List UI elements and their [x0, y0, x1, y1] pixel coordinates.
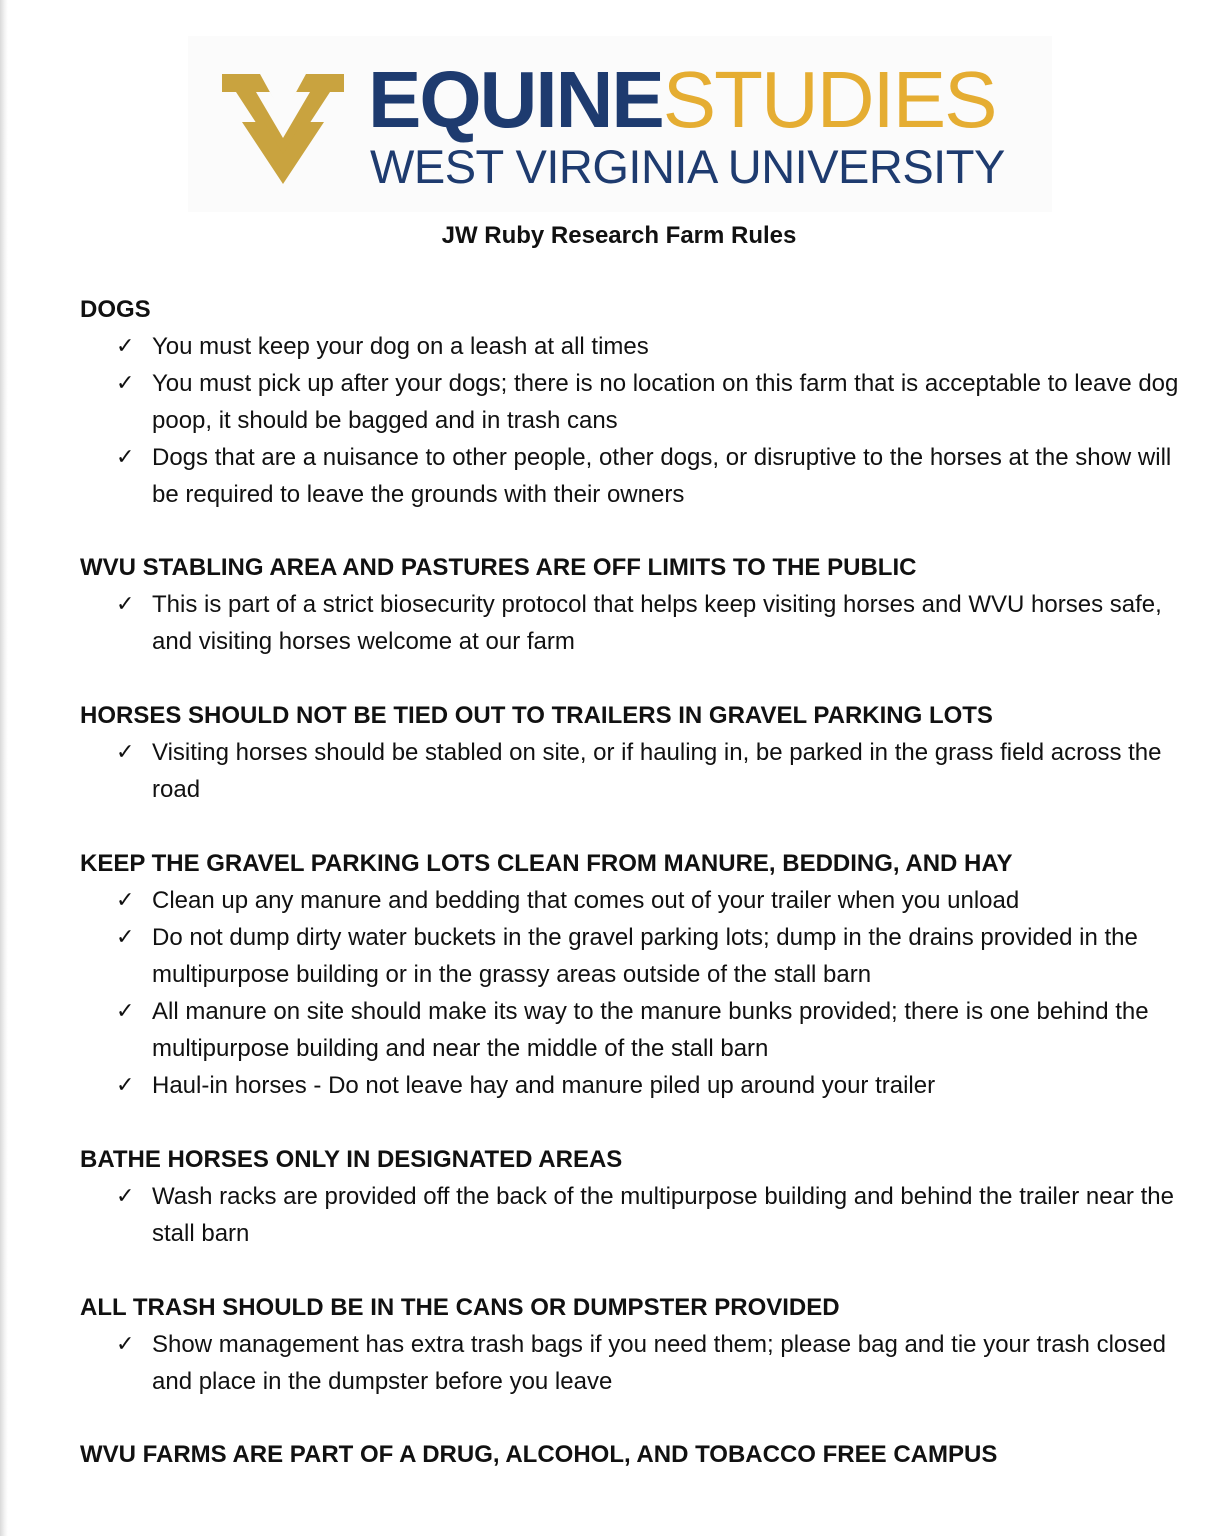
section-heading: KEEP THE GRAVEL PARKING LOTS CLEAN FROM MANURE, BEDDING, AND HAY: [80, 850, 1013, 877]
checkmark-icon: ✓: [116, 445, 135, 470]
logo-wordmark: [368, 56, 995, 144]
section-heading: WVU STABLING AREA AND PASTURES ARE OFF LIMITS TO THE PUBLIC: [80, 554, 917, 581]
rule-text: Do not dump dirty water buckets in the gravel parking lots; dump in the drains provided in the multipurpose building or in the grassy areas outside of the stall barn: [152, 924, 1138, 988]
logo-university-text: WEST VIRGINIA UNIVERSITY: [370, 140, 1005, 193]
document-title: JW Ruby Research Farm Rules: [441, 222, 797, 249]
rule-item: [80, 365, 1190, 439]
rule-item: [80, 919, 1190, 993]
checkmark-icon: ✓: [116, 740, 135, 765]
section-heading: ALL TRASH SHOULD BE IN THE CANS OR DUMPSTER PROVIDED: [80, 1294, 840, 1321]
section-heading: DOGS: [80, 296, 151, 323]
rule-item: [80, 1067, 1190, 1104]
checkmark-icon: ✓: [116, 888, 135, 913]
section-drug-free: [80, 1436, 1190, 1473]
wv-flying-wv-logo-icon: [222, 66, 344, 184]
checkmark-icon: ✓: [116, 1073, 135, 1098]
rule-text: This is part of a strict biosecurity protocol that helps keep visiting horses and WVU horses safe, and visiting horses welcome at our farm: [152, 591, 1162, 655]
rule-text: Wash racks are provided off the back of the multipurpose building and behind the trailer near the stall barn: [152, 1183, 1174, 1247]
section-trailers: [80, 697, 1190, 808]
rule-item: [80, 734, 1190, 808]
rule-item: [80, 586, 1190, 660]
rule-item: [80, 993, 1190, 1067]
checkmark-icon: ✓: [116, 371, 135, 396]
checkmark-icon: ✓: [116, 999, 135, 1024]
checkmark-icon: ✓: [116, 592, 135, 617]
section-heading: WVU FARMS ARE PART OF A DRUG, ALCOHOL, AND TOBACCO FREE CAMPUS: [80, 1441, 998, 1468]
rule-text: Clean up any manure and bedding that comes out of your trailer when you unload: [152, 887, 1020, 914]
rule-text: All manure on site should make its way to the manure bunks provided; there is one behind the multipurpose building and near the middle of the stall barn: [152, 998, 1149, 1062]
checkmark-icon: ✓: [116, 1332, 135, 1357]
logo-equine-text: EQUINE: [368, 55, 663, 144]
section-parking-lots: [80, 845, 1190, 1104]
rule-text: Haul-in horses - Do not leave hay and manure piled up around your trailer: [152, 1072, 936, 1099]
logo-studies-text: STUDIES: [662, 55, 996, 144]
section-bathing: [80, 1141, 1190, 1252]
checkmark-icon: ✓: [116, 925, 135, 950]
section-trash: [80, 1289, 1190, 1400]
rule-item: [80, 1326, 1190, 1400]
section-dogs: [80, 291, 1190, 513]
rule-text: Dogs that are a nuisance to other people, other dogs, or disruptive to the horses at the show will be required to leave the grounds with their owners: [152, 444, 1172, 508]
rule-text: You must pick up after your dogs; there is no location on this farm that is acceptable to leave dog poop, it should be bagged and in trash cans: [152, 370, 1179, 434]
checkmark-icon: ✓: [116, 1184, 135, 1209]
rule-text: Visiting horses should be stabled on site, or if hauling in, be parked in the grass field across the road: [152, 739, 1162, 803]
rule-text: You must keep your dog on a leash at all times: [152, 333, 649, 360]
rule-item: [80, 882, 1190, 919]
rule-item: [80, 1178, 1190, 1252]
section-heading: BATHE HORSES ONLY IN DESIGNATED AREAS: [80, 1146, 623, 1173]
rule-text: Show management has extra trash bags if you need them; please bag and tie your trash closed and place in the dumpster before you leave: [152, 1331, 1166, 1395]
checkmark-icon: ✓: [116, 334, 135, 359]
rule-item: [80, 439, 1190, 513]
equine-studies-logo: [188, 36, 1052, 212]
section-stabling: [80, 549, 1190, 660]
section-heading: HORSES SHOULD NOT BE TIED OUT TO TRAILERS IN GRAVEL PARKING LOTS: [80, 702, 993, 729]
rule-item: [80, 328, 1190, 365]
